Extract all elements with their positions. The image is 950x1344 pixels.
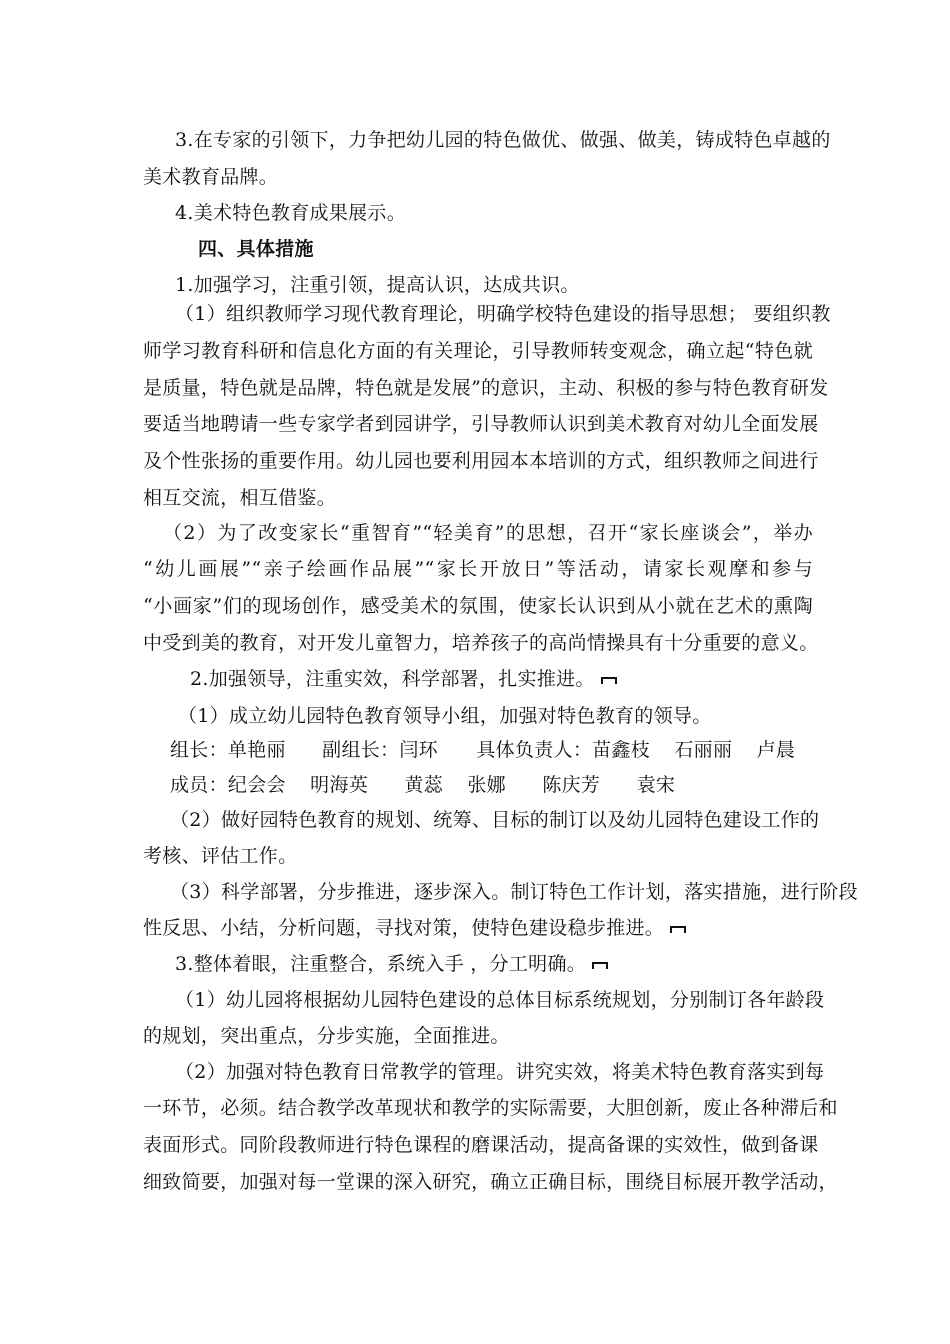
- paragraph-line: 一环节，必须。结合教学改革现状和教学的实际需要，大胆创新，废止各种滞后和: [143, 1097, 838, 1119]
- paragraph-line: 考核、评估工作。: [143, 845, 298, 867]
- paragraph-line: 3.在专家的引领下，力争把幼儿园的特色做优、做强、做美，铸成特色卓越的: [175, 129, 831, 151]
- section-heading: 四、具体措施: [198, 238, 314, 260]
- paragraph-line: （2）为了改变家长“重智育”“轻美育”的思想，召开“家长座谈会”，举办: [163, 522, 813, 544]
- team-member: 黄蕊: [404, 774, 444, 796]
- paragraph-line: 要适当地聘请一些专家学者到园讲学，引导教师认识到美术教育对幼儿全面发展: [143, 413, 819, 435]
- paragraph-line: （1）组织教师学习现代教育理论，明确学校特色建设的指导思想； 要组织教: [175, 303, 831, 325]
- team-members: 成员：纪会会: [170, 774, 286, 796]
- team-member: 张娜: [467, 774, 506, 796]
- paragraph-line: 相互交流，相互借鉴。: [143, 487, 337, 509]
- team-member: 袁宋: [636, 774, 676, 796]
- paragraph-line: （3）科学部署，分步推进，逐步深入。制订特色工作计划，落实措施，进行阶段: [170, 881, 858, 903]
- paragraph-line: 4.美术特色教育成果展示。: [175, 202, 407, 224]
- line-text: 3.整体着眼，注重整合，系统入手 ，分工明确。: [175, 953, 587, 975]
- paragraph-line: 师学习教育科研和信息化方面的有关理论，引导教师转变观念，确立起“特色就: [143, 340, 813, 362]
- paragraph-line: “幼儿画展”“亲子绘画作品展”“家长开放日”等活动，请家长观摩和参与: [143, 558, 813, 580]
- team-member: 陈庆芳: [542, 774, 601, 796]
- paragraph-line: 1.加强学习，注重引领，提高认识，达成共识。: [175, 274, 580, 296]
- team-member: 明海英: [310, 774, 369, 796]
- paragraph-line: 美术教育品牌。: [143, 166, 279, 188]
- paragraph-line: 细致简要，加强对每一堂课的深入研究，确立正确目标，围绕目标展开教学活动，: [143, 1171, 838, 1193]
- edit-mark-icon: [592, 962, 608, 969]
- leader-row: [170, 738, 840, 762]
- paragraph-line: 是质量，特色就是品牌，特色就是发展”的意识，主动、积极的参与特色教育研发: [143, 377, 829, 399]
- team-leader: 组长：单艳丽: [170, 739, 286, 761]
- team-owner-3: 卢晨: [756, 739, 796, 761]
- paragraph-line: （1）幼儿园将根据幼儿园特色建设的总体目标系统规划，分别制订各年龄段: [175, 989, 825, 1011]
- paragraph-line: 表面形式。同阶段教师进行特色课程的磨课活动，提高备课的实效性，做到备课: [143, 1134, 819, 1156]
- team-owner: 具体负责人：苗鑫枝: [476, 739, 651, 761]
- line-text: 性反思、小结，分析问题，寻找对策，使特色建设稳步推进。: [143, 917, 665, 939]
- edit-mark-icon: [670, 926, 686, 933]
- team-vice-leader: 副组长：闫环: [322, 739, 438, 761]
- paragraph-line: [190, 667, 860, 691]
- members-row: [170, 773, 840, 797]
- paragraph-line: 的规划，突出重点，分步实施，全面推进。: [143, 1025, 510, 1047]
- edit-mark-icon: [601, 677, 617, 684]
- line-text: 2.加强领导，注重实效，科学部署，扎实推进。: [190, 668, 595, 690]
- paragraph-line: 中受到美的教育，对开发儿童智力，培养孩子的高尚情操具有十分重要的意义。: [143, 632, 819, 654]
- paragraph-line: 及个性张扬的重要作用。幼儿园也要利用园本本培训的方式，组织教师之间进行: [143, 450, 819, 472]
- paragraph-line: （2）做好园特色教育的规划、统筹、目标的制订以及幼儿园特色建设工作的: [170, 809, 820, 831]
- paragraph-line: （2）加强对特色教育日常教学的管理。讲究实效，将美术特色教育落实到每: [175, 1061, 825, 1083]
- paragraph-line: “小画家”们的现场创作，感受美术的氛围，使家长认识到从小就在艺术的熏陶: [143, 595, 813, 617]
- paragraph-line: [143, 916, 813, 940]
- paragraph-line: [175, 952, 845, 976]
- paragraph-line: （1）成立幼儿园特色教育领导小组，加强对特色教育的领导。: [178, 705, 712, 727]
- team-owner-2: 石丽丽: [674, 739, 733, 761]
